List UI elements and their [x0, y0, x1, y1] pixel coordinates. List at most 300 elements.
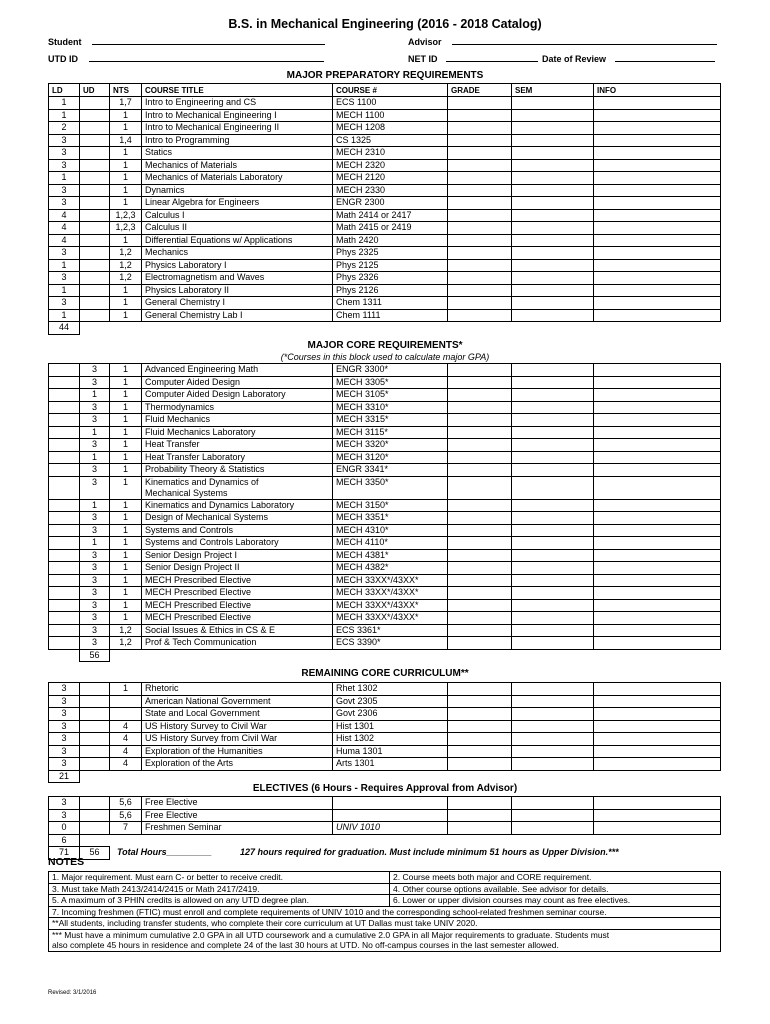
ud-hours: [80, 184, 110, 197]
grade-cell[interactable]: [448, 234, 512, 247]
sem-cell[interactable]: [512, 376, 594, 389]
course-title-text: State and Local Government: [145, 708, 260, 718]
info-cell[interactable]: [594, 683, 721, 696]
sem-cell[interactable]: [512, 234, 594, 247]
notes-ref: 4: [110, 720, 142, 733]
sem-cell[interactable]: [512, 451, 594, 464]
info-cell[interactable]: [594, 720, 721, 733]
course-row: [49, 612, 721, 625]
subtotal-blank: [142, 770, 333, 783]
notes-ref: 1: [110, 159, 142, 172]
note-item: 5. A maximum of 3 PHIN credits is allowed on any UTD degree plan.: [49, 895, 390, 907]
sem-cell[interactable]: [512, 272, 594, 285]
notes-ref: 1,7: [110, 97, 142, 110]
note-item: 4. Other course options available. See advisor for details.: [390, 883, 721, 895]
course-title-text: MECH Prescribed Elective: [145, 612, 252, 622]
ud-hours: [80, 708, 110, 721]
ud-hours: 3: [80, 624, 110, 637]
course-title: [142, 549, 333, 562]
grade-cell[interactable]: [448, 745, 512, 758]
course-row: [49, 247, 721, 260]
grade-cell[interactable]: [448, 624, 512, 637]
sem-cell[interactable]: [512, 524, 594, 537]
course-title-text: Physics Laboratory II: [145, 284, 230, 295]
notes-ref: 1: [110, 476, 142, 499]
grade-cell[interactable]: [448, 197, 512, 210]
col-info: INFO: [594, 84, 721, 97]
info-cell[interactable]: [594, 364, 721, 377]
info-cell[interactable]: [594, 272, 721, 285]
info-cell[interactable]: [594, 451, 721, 464]
grade-cell[interactable]: [448, 524, 512, 537]
course-title: [142, 587, 333, 600]
grade-cell[interactable]: [448, 439, 512, 452]
grade-cell[interactable]: [448, 797, 512, 810]
core-heading: MAJOR CORE REQUIREMENTS*: [307, 340, 463, 351]
graduation-requirement-note: 127 hours required for graduation. Must include minimum 51 hours as Upper Division.***: [240, 847, 619, 857]
sem-cell[interactable]: [512, 109, 594, 122]
info-cell[interactable]: [594, 376, 721, 389]
advisor-blank[interactable]: [452, 35, 717, 45]
ud-hours: [80, 134, 110, 147]
sem-cell[interactable]: [512, 822, 594, 835]
sem-cell[interactable]: [512, 549, 594, 562]
sem-cell[interactable]: [512, 297, 594, 310]
course-number: Govt 2305: [333, 695, 448, 708]
grade-cell[interactable]: [448, 464, 512, 477]
course-title-text: US History Survey from Civil War: [145, 733, 278, 743]
notes-ref: 1: [110, 612, 142, 625]
sem-cell[interactable]: [512, 309, 594, 322]
grade-cell[interactable]: [448, 637, 512, 650]
info-cell[interactable]: [594, 401, 721, 414]
info-cell[interactable]: [594, 549, 721, 562]
ld-hours: [49, 612, 80, 625]
notes-ref: 1: [110, 439, 142, 452]
course-number: MECH 33XX*/43XX*: [333, 612, 448, 625]
info-cell[interactable]: [594, 637, 721, 650]
info-cell[interactable]: [594, 733, 721, 746]
course-title-text: Mechanics of Materials: [145, 159, 238, 170]
grade-cell[interactable]: [448, 574, 512, 587]
ud-hours: [80, 758, 110, 771]
sem-cell[interactable]: [512, 247, 594, 260]
sem-cell[interactable]: [512, 499, 594, 512]
sem-cell[interactable]: [512, 389, 594, 402]
course-title-text: US History Survey to Civil War: [145, 720, 267, 731]
sem-cell[interactable]: [512, 284, 594, 297]
subtotal-blank: [110, 649, 142, 662]
course-title-text: Dynamics: [145, 184, 185, 195]
grade-cell[interactable]: [448, 134, 512, 147]
subtotal-blank: [142, 322, 333, 335]
course-title: [142, 524, 333, 537]
notes-ref: 1: [110, 537, 142, 550]
course-title-text: General Chemistry Lab I: [145, 309, 243, 320]
subtotal-blank: [512, 649, 594, 662]
course-title-text: Design of Mechanical Systems: [145, 512, 269, 522]
info-cell[interactable]: [594, 222, 721, 235]
info-cell[interactable]: [594, 147, 721, 160]
notes-ref: 1: [110, 122, 142, 135]
ud-hours: 3: [80, 414, 110, 427]
subtotal-row: [49, 649, 721, 662]
course-row: [49, 184, 721, 197]
course-title-text: Senior Design Project I: [145, 549, 238, 560]
grade-cell[interactable]: [448, 822, 512, 835]
course-number: MECH 33XX*/43XX*: [333, 587, 448, 600]
sem-cell[interactable]: [512, 97, 594, 110]
grade-cell[interactable]: [448, 147, 512, 160]
course-title-text: Electromagnetism and Waves: [145, 272, 265, 282]
info-cell[interactable]: [594, 172, 721, 185]
subtotal-row: [49, 834, 721, 847]
grade-cell[interactable]: [448, 562, 512, 575]
notes-ref: 1: [110, 426, 142, 439]
ld-hours: 3: [49, 147, 80, 160]
info-cell[interactable]: [594, 797, 721, 810]
grade-cell[interactable]: [448, 376, 512, 389]
info-cell[interactable]: [594, 708, 721, 721]
info-cell[interactable]: [594, 587, 721, 600]
notes-ref: 1: [110, 147, 142, 160]
course-title: [142, 122, 333, 135]
sem-cell[interactable]: [512, 209, 594, 222]
notes-ref: [110, 695, 142, 708]
grade-cell[interactable]: [448, 414, 512, 427]
date-of-review-blank[interactable]: [615, 52, 715, 62]
course-row: [49, 708, 721, 721]
ud-hours: 3: [80, 637, 110, 650]
date-of-review-label: Date of Review: [542, 54, 607, 64]
course-number: MECH 4110*: [333, 537, 448, 550]
info-cell[interactable]: [594, 209, 721, 222]
info-cell[interactable]: [594, 389, 721, 402]
course-row: [49, 476, 721, 499]
course-title: [142, 476, 333, 499]
course-title-text: Probability Theory & Statistics: [145, 464, 265, 474]
info-cell[interactable]: [594, 439, 721, 452]
sem-cell[interactable]: [512, 562, 594, 575]
ud-hours: [80, 272, 110, 285]
ud-hours: [80, 97, 110, 110]
info-cell[interactable]: [594, 758, 721, 771]
course-number: ECS 3361*: [333, 624, 448, 637]
course-row: [49, 414, 721, 427]
info-cell[interactable]: [594, 109, 721, 122]
grade-cell[interactable]: [448, 476, 512, 499]
sem-cell[interactable]: [512, 364, 594, 377]
grade-cell[interactable]: [448, 708, 512, 721]
info-cell[interactable]: [594, 197, 721, 210]
sem-cell[interactable]: [512, 637, 594, 650]
ud-hours: [80, 209, 110, 222]
notes-ref: 4: [110, 758, 142, 771]
sem-cell[interactable]: [512, 537, 594, 550]
net-id-field[interactable]: [408, 52, 538, 64]
course-row: [49, 599, 721, 612]
sem-cell[interactable]: [512, 587, 594, 600]
course-title: [142, 147, 333, 160]
electives-heading: ELECTIVES (6 Hours - Requires Approval from Advisor): [252, 783, 518, 794]
ud-hours: 3: [80, 599, 110, 612]
info-cell[interactable]: [594, 464, 721, 477]
grade-cell[interactable]: [448, 512, 512, 525]
info-cell[interactable]: [594, 809, 721, 822]
ld-hours: 3: [49, 720, 80, 733]
course-row: [49, 159, 721, 172]
sem-cell[interactable]: [512, 574, 594, 587]
sem-cell[interactable]: [512, 147, 594, 160]
notes-ref: 1,2,3: [110, 222, 142, 235]
info-cell[interactable]: [594, 426, 721, 439]
sem-cell[interactable]: [512, 599, 594, 612]
sem-cell[interactable]: [512, 708, 594, 721]
course-title-text: Prof & Tech Communication: [145, 637, 257, 647]
course-title: [142, 222, 333, 235]
course-number: MECH 1100: [333, 109, 448, 122]
note-item: [49, 929, 721, 951]
ud-hours: 3: [80, 464, 110, 477]
info-cell[interactable]: [594, 537, 721, 550]
course-number: ENGR 3300*: [333, 364, 448, 377]
ud-hours: [80, 247, 110, 260]
notes-ref: 1: [110, 599, 142, 612]
course-title: [142, 637, 333, 650]
sem-cell[interactable]: [512, 439, 594, 452]
notes-ref: 1,2: [110, 624, 142, 637]
course-title-text: Heat Transfer Laboratory: [145, 451, 246, 462]
sem-cell[interactable]: [512, 720, 594, 733]
subtotal-blank: [142, 649, 333, 662]
grade-cell[interactable]: [448, 122, 512, 135]
course-number: MECH 3351*: [333, 512, 448, 525]
info-cell[interactable]: [594, 599, 721, 612]
total-hours-label: Total Hours_________: [117, 847, 212, 857]
grade-cell[interactable]: [448, 389, 512, 402]
course-number: MECH 33XX*/43XX*: [333, 574, 448, 587]
info-cell[interactable]: [594, 309, 721, 322]
info-cell[interactable]: [594, 476, 721, 499]
sem-cell[interactable]: [512, 464, 594, 477]
grade-cell[interactable]: [448, 599, 512, 612]
grade-cell[interactable]: [448, 695, 512, 708]
course-title: [142, 297, 333, 310]
course-title: [142, 414, 333, 427]
utd-id-field[interactable]: [48, 52, 324, 64]
course-number: MECH 1208: [333, 122, 448, 135]
ud-hours: [80, 259, 110, 272]
grade-cell[interactable]: [448, 809, 512, 822]
ud-hours: 1: [80, 451, 110, 464]
info-cell[interactable]: [594, 184, 721, 197]
course-number: Math 2414 or 2417: [333, 209, 448, 222]
grade-cell[interactable]: [448, 222, 512, 235]
course-title: [142, 309, 333, 322]
ud-hours: [80, 159, 110, 172]
info-cell[interactable]: [594, 134, 721, 147]
sem-cell[interactable]: [512, 426, 594, 439]
info-cell[interactable]: [594, 524, 721, 537]
notes-ref: 1: [110, 197, 142, 210]
course-title-text: American National Government: [145, 695, 271, 706]
sem-cell[interactable]: [512, 197, 594, 210]
info-cell[interactable]: [594, 234, 721, 247]
course-row: [49, 549, 721, 562]
subtotal-blank: [110, 834, 142, 847]
info-cell[interactable]: [594, 624, 721, 637]
ld-hours: [49, 537, 80, 550]
ud-hours: [80, 745, 110, 758]
col-ud: UD: [80, 84, 110, 97]
grade-cell[interactable]: [448, 426, 512, 439]
grade-cell[interactable]: [448, 499, 512, 512]
course-title-text: Intro to Mechanical Engineering II: [145, 122, 280, 132]
subtotal-blank: [512, 322, 594, 335]
sem-cell[interactable]: [512, 134, 594, 147]
info-cell[interactable]: [594, 97, 721, 110]
info-cell[interactable]: [594, 512, 721, 525]
course-row: [49, 683, 721, 696]
subtotal-blank: [142, 834, 333, 847]
ld-hours: [49, 499, 80, 512]
sem-cell[interactable]: [512, 172, 594, 185]
course-title-text: Exploration of the Humanities: [145, 745, 263, 756]
grade-cell[interactable]: [448, 309, 512, 322]
info-cell[interactable]: [594, 574, 721, 587]
sem-cell[interactable]: [512, 476, 594, 499]
net-id-blank[interactable]: [446, 52, 538, 62]
notes-ref: 1: [110, 414, 142, 427]
grade-cell[interactable]: [448, 272, 512, 285]
ld-hours: [49, 637, 80, 650]
student-blank[interactable]: [92, 35, 325, 45]
notes-heading: NOTES: [48, 856, 85, 868]
sem-cell[interactable]: [512, 624, 594, 637]
sem-cell[interactable]: [512, 401, 594, 414]
revised-date: Revised: 3/1/2016: [48, 990, 97, 996]
ld-hours: 3: [49, 197, 80, 210]
student-field[interactable]: [48, 35, 325, 47]
grade-cell[interactable]: [448, 451, 512, 464]
info-cell[interactable]: [594, 297, 721, 310]
info-cell[interactable]: [594, 247, 721, 260]
grade-cell[interactable]: [448, 209, 512, 222]
remaining-heading: REMAINING CORE CURRICULUM**: [301, 668, 469, 679]
course-row: [49, 364, 721, 377]
advisor-field[interactable]: [408, 35, 717, 47]
course-title-text: Statics: [145, 147, 173, 157]
info-cell[interactable]: [594, 612, 721, 625]
sem-cell[interactable]: [512, 745, 594, 758]
sem-cell[interactable]: [512, 797, 594, 810]
ld-hours: 1: [49, 309, 80, 322]
info-cell[interactable]: [594, 414, 721, 427]
ld-hours: 3: [49, 733, 80, 746]
info-cell[interactable]: [594, 284, 721, 297]
grade-cell[interactable]: [448, 537, 512, 550]
grade-cell[interactable]: [448, 612, 512, 625]
grade-cell[interactable]: [448, 401, 512, 414]
course-title: [142, 184, 333, 197]
info-cell[interactable]: [594, 695, 721, 708]
sem-cell[interactable]: [512, 184, 594, 197]
info-cell[interactable]: [594, 159, 721, 172]
course-title-text: Freshmen Seminar: [145, 822, 222, 832]
grade-cell[interactable]: [448, 259, 512, 272]
grade-cell[interactable]: [448, 172, 512, 185]
subtotal-blank: [80, 770, 110, 783]
info-cell[interactable]: [594, 499, 721, 512]
sem-cell[interactable]: [512, 733, 594, 746]
notes-ref: 1: [110, 364, 142, 377]
grade-cell[interactable]: [448, 549, 512, 562]
grade-cell[interactable]: [448, 284, 512, 297]
grade-cell[interactable]: [448, 297, 512, 310]
sem-cell[interactable]: [512, 695, 594, 708]
info-cell[interactable]: [594, 122, 721, 135]
course-row: [49, 439, 721, 452]
grade-cell[interactable]: [448, 159, 512, 172]
grade-cell[interactable]: [448, 587, 512, 600]
ld-hours: [49, 401, 80, 414]
date-of-review-field[interactable]: [542, 52, 715, 64]
grade-cell[interactable]: [448, 733, 512, 746]
info-cell[interactable]: [594, 259, 721, 272]
grade-cell[interactable]: [448, 683, 512, 696]
sem-cell[interactable]: [512, 159, 594, 172]
sem-cell[interactable]: [512, 414, 594, 427]
course-number: [333, 809, 448, 822]
ld-hours: 3: [49, 297, 80, 310]
info-cell[interactable]: [594, 745, 721, 758]
sem-cell[interactable]: [512, 683, 594, 696]
sem-cell[interactable]: [512, 259, 594, 272]
course-number: Phys 2126: [333, 284, 448, 297]
net-id-label: NET ID: [408, 54, 438, 64]
sem-cell[interactable]: [512, 512, 594, 525]
grade-cell[interactable]: [448, 364, 512, 377]
course-title-text: Fluid Mechanics Laboratory: [145, 426, 256, 437]
grade-cell[interactable]: [448, 97, 512, 110]
grade-cell[interactable]: [448, 247, 512, 260]
sem-cell[interactable]: [512, 612, 594, 625]
sem-cell[interactable]: [512, 809, 594, 822]
info-cell[interactable]: [594, 562, 721, 575]
utd-id-blank[interactable]: [89, 52, 324, 62]
ud-hours: [80, 284, 110, 297]
note-item: 1. Major requirement. Must earn C- or better to receive credit.: [49, 872, 390, 884]
sem-cell[interactable]: [512, 122, 594, 135]
grade-cell[interactable]: [448, 184, 512, 197]
grade-cell[interactable]: [448, 720, 512, 733]
course-title-text: Social Issues & Ethics in CS & E: [145, 624, 276, 635]
course-row: [49, 209, 721, 222]
notes-ref: 1,2,3: [110, 209, 142, 222]
course-title: [142, 612, 333, 625]
grade-cell[interactable]: [448, 109, 512, 122]
course-title-text: Calculus II: [145, 222, 188, 232]
sem-cell[interactable]: [512, 222, 594, 235]
sem-cell[interactable]: [512, 758, 594, 771]
grade-cell[interactable]: [448, 758, 512, 771]
course-title: [142, 708, 333, 721]
info-cell[interactable]: [594, 822, 721, 835]
note-text: *** Must have a minimum cumulative 2.0 GPA in all UTD coursework and a cumulative 2.0 GPA in all Major requirements to graduate. Students must: [52, 929, 610, 940]
core-subheading: (*Courses in this block used to calculate major GPA): [280, 352, 490, 362]
course-number: MECH 3105*: [333, 389, 448, 402]
ld-hours: 0: [49, 822, 80, 835]
